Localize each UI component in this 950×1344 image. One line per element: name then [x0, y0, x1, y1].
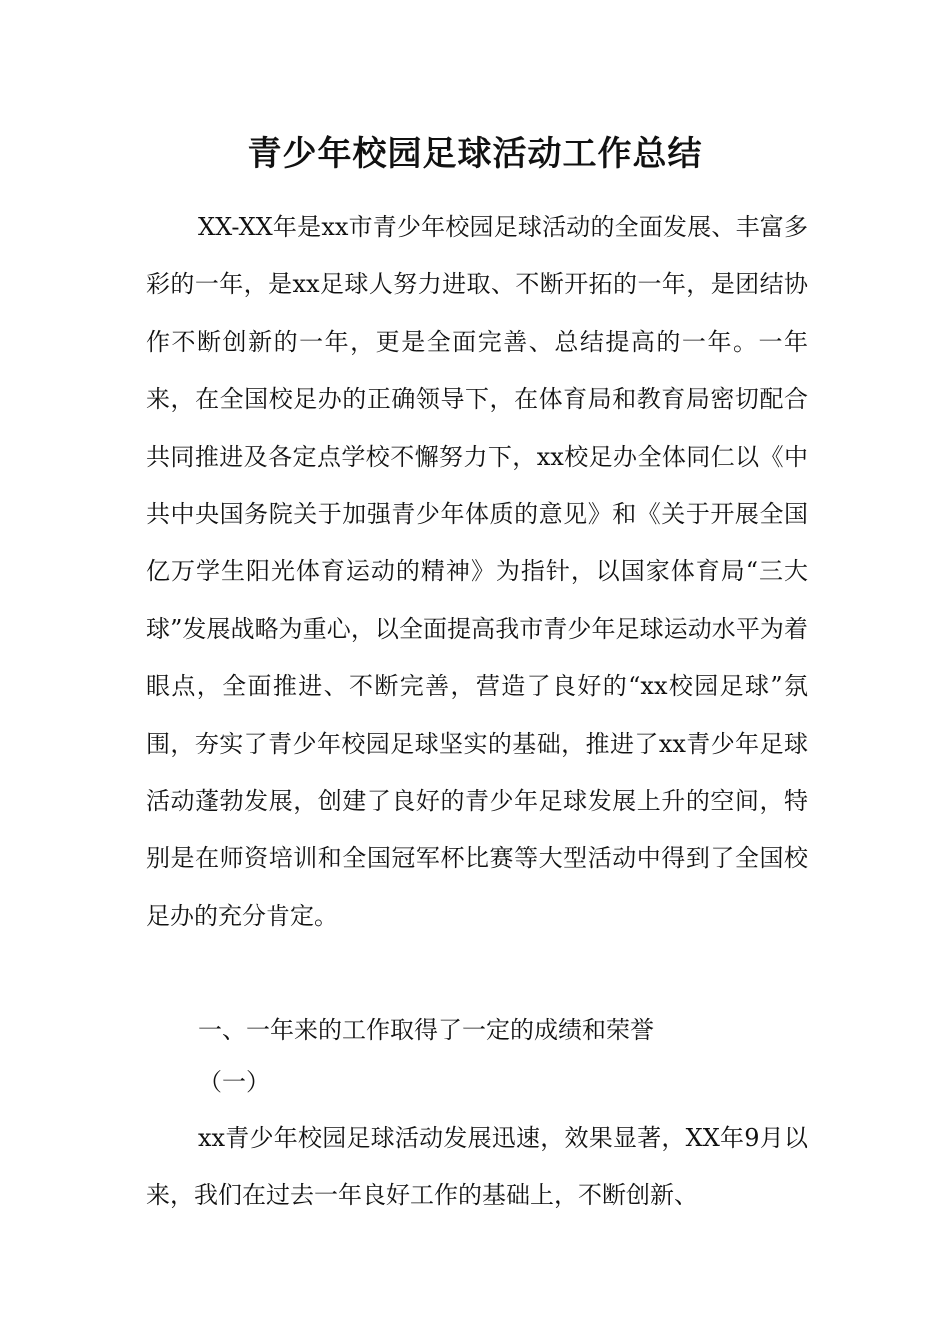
body-paragraph-2: xx青少年校园足球活动发展迅速，效果显著，XX年9月以来，我们在过去一年良好工作的基础上，不断创新、 — [146, 1124, 808, 1210]
section-heading-1: 一、一年来的工作取得了一定的成绩和荣誉 — [198, 1016, 654, 1044]
section-subheading-1: （一） — [198, 1068, 270, 1096]
body-paragraph-1: XX-XX年是xx市青少年校园足球活动的全面发展、丰富多彩的一年，是xx足球人努力进取、不断开拓的一年，是团结协作不断创新的一年，更是全面完善、总结提高的一年。一年来，在全国校足办的正确领导下，在体育局和教育局密切配合共同推进及各定点学校不懈努力下，xx校足办全体同仁以《中共中央国务院关于加强青少年体质的意见》和《关于开展全国亿万学生阳光体育运动的精神》为指针，以国家体育局“三大球”发展战略为重心，以全面提高我市青少年足球运动水平为着眼点，全面推进、不断完善，营造了良好的“xx校园足球”氛围，夯实了青少年校园足球坚实的基础，推进了xx青少年足球活动蓬勃发展，创建了良好的青少年足球发展上升的空间，特别是在师资培训和全国冠军杯比赛等大型活动中得到了全国校足办的充分肯定。 — [146, 213, 808, 930]
document-title: 青少年校园足球活动工作总结 — [247, 134, 703, 174]
